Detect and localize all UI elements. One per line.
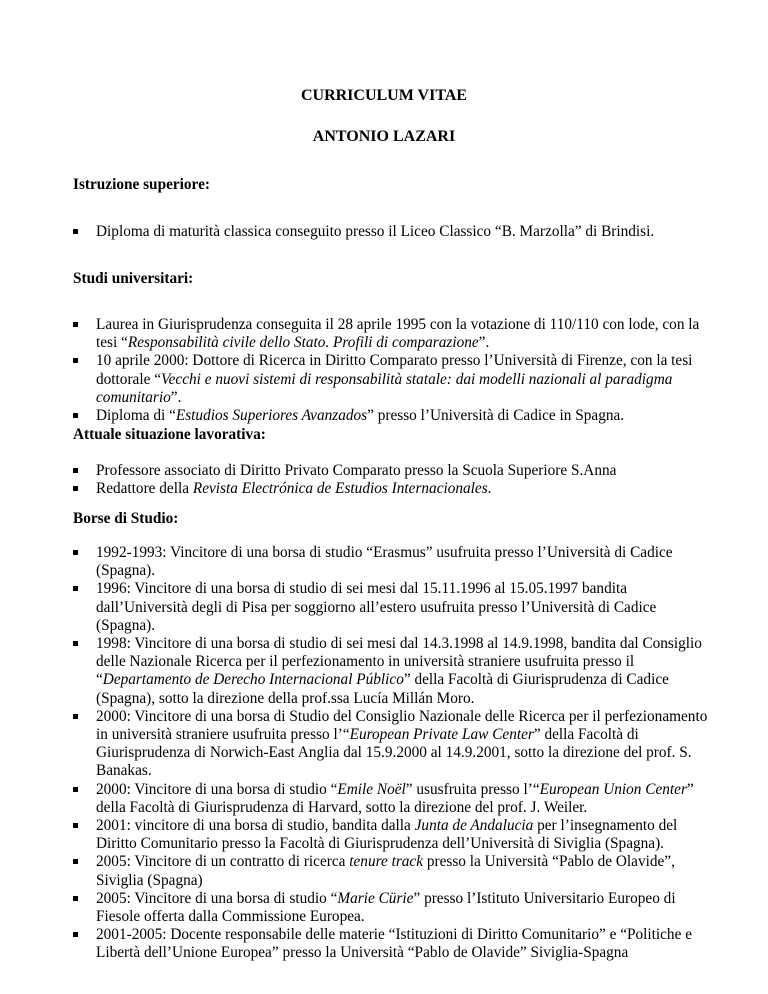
- bullet-icon: [73, 787, 78, 792]
- list-item: [73, 462, 713, 480]
- list-item: [73, 352, 713, 407]
- list-item-text: 2005: Vincitore di un contratto di ricerca: [96, 853, 350, 871]
- list-item-emphasis: Junta de Andalucia: [414, 817, 534, 835]
- list-item-text: 1992-1993: Vincitore di una borsa di studio “Erasmus” usufruita presso l’Università di Cadice (Spagna).: [96, 544, 673, 580]
- list-item: [73, 544, 713, 580]
- list-item-text: per l’insegnamento del Diritto Comunitario presso la Facoltà di Giurisprudenza dell’Università di Siviglia (Spagna).: [96, 817, 678, 853]
- list-item-text: 10 aprile 2000: Dottore di Ricerca in Diritto Comparato presso l’Università di Firenze, con la tesi dottorale “: [96, 352, 693, 388]
- list-item-emphasis: Departamento de Derecho Internacional Público: [102, 671, 404, 689]
- bullet-icon: [73, 229, 78, 234]
- bullet-icon: [73, 468, 78, 473]
- list-item: [73, 635, 713, 708]
- bullet-icon: [73, 358, 78, 363]
- list-item-text: .: [487, 480, 492, 498]
- list-item: [73, 580, 713, 635]
- list-item-text: Diploma di maturità classica conseguito presso il Liceo Classico “B. Marzolla” di Brindisi.: [96, 223, 655, 240]
- bullet-icon: [73, 486, 78, 491]
- list-item-emphasis: Responsabilità civile dello Stato. Profili di comparazione: [127, 334, 479, 352]
- list-item-text: 2001-2005: Docente responsabile delle materie “Istituzioni di Diritto Comunitario” e “Politiche e Libertà dell’Unione Europea” presso la Università “Pablo de Olavide” Siviglia-Spagna: [96, 926, 692, 962]
- list-item-text: ” presso l’Università di Cadice in Spagna.: [367, 407, 625, 425]
- section-heading-lavoro: Attuale situazione lavorativa:: [73, 426, 266, 443]
- bullet-icon: [73, 641, 78, 646]
- list-item: [73, 407, 713, 425]
- list-item-emphasis: Marie Cürie: [337, 889, 414, 907]
- list-item-emphasis: tenure track: [349, 853, 424, 871]
- list-item-text: ” della Facoltà di Giurisprudenza di Cadice (Spagna), sotto la direzione della prof.ssa Lucía Millán Moro.: [96, 671, 669, 707]
- list-item: [73, 708, 713, 781]
- list-item-text: 2005: Vincitore di una borsa di studio “: [96, 889, 338, 907]
- bullet-icon: [73, 859, 78, 864]
- list-item: [73, 926, 713, 962]
- bullet-icon: [73, 322, 78, 327]
- list-item: [73, 480, 713, 498]
- list-item: [73, 781, 713, 817]
- list-item-text: Redattore della: [96, 480, 193, 498]
- list-item-emphasis: European Private Law Center: [349, 726, 534, 744]
- section-heading-borse: Borse di Studio:: [73, 510, 179, 527]
- document-title: CURRICULUM VITAE: [300, 87, 468, 104]
- list-item-text: Laurea in Giurisprudenza conseguita il 28 aprile 1995 con la votazione di 110/110 con lode, con la tesi “: [96, 316, 700, 352]
- list-item-text: Professore associato di Diritto Privato Comparato presso la Scuola Superiore S.Anna: [96, 462, 617, 479]
- list-item-text: ” della Facoltà di Giurisprudenza di Norwich-East Anglia dal 15.9.2000 al 14.9.2001, sotto la direzione del prof. S. Banakas.: [96, 726, 692, 780]
- bullet-icon: [73, 413, 78, 418]
- list-item-emphasis: Vecchi e nuovi sistemi di responsabilità statale: dai modelli nazionali al paradigma comunitario: [96, 370, 673, 406]
- list-item-emphasis: Emile Noël: [337, 780, 406, 798]
- list-item: [73, 316, 713, 352]
- bullet-icon: [73, 823, 78, 828]
- list-item: [73, 223, 713, 241]
- list-item-text: 1998: Vincitore di una borsa di studio di sei mesi dal 14.3.1998 al 14.9.1998, bandita dal Consiglio delle Nazionale Ricerca per il perfezionamento in università straniere usufruita presso il “: [96, 635, 702, 689]
- bullet-icon: [73, 586, 78, 591]
- list-item-text: ”.: [170, 388, 182, 406]
- list-item-text: 2000: Vincitore di una borsa di studio “: [96, 780, 338, 798]
- section-heading-studi: Studi universitari:: [73, 270, 194, 287]
- list-item-text: ” ususfruita presso l’“: [405, 780, 540, 798]
- list-item-text: ” della Facoltà di Giurisprudenza di Harvard, sotto la direzione del prof. J. Weiler.: [96, 780, 694, 816]
- bullet-icon: [73, 932, 78, 937]
- list-item: [73, 817, 713, 853]
- bullet-icon: [73, 550, 78, 555]
- bullet-icon: [73, 896, 78, 901]
- bullet-icon: [73, 714, 78, 719]
- list-item-text: ”.: [478, 334, 490, 352]
- person-name: ANTONIO LAZARI: [312, 128, 456, 145]
- list-lavoro: [73, 462, 713, 498]
- list-istruzione: [73, 223, 713, 241]
- list-item-text: 1996: Vincitore di una borsa di studio di sei mesi dal 15.11.1996 al 15.05.1997 bandita dall’Università degli di Pisa per soggiorno all’estero usufruita presso l’Università di Cadice (Spagna).: [96, 580, 657, 634]
- list-item: [73, 890, 713, 926]
- list-studi: [73, 316, 713, 425]
- list-item: [73, 853, 713, 889]
- list-item-emphasis: Revista Electrónica de Estudios Internacionales: [192, 480, 488, 498]
- section-heading-istruzione: Istruzione superiore:: [73, 176, 210, 193]
- list-item-text: 2000: Vincitore di una borsa di Studio del Consiglio Nazionale delle Ricerca per il perfezionamento in università straniere usufruita presso l’“: [96, 707, 708, 744]
- list-item-emphasis: European Union Center: [539, 780, 687, 798]
- list-item-text: Diploma di “: [96, 407, 176, 425]
- list-borse: [73, 544, 713, 963]
- list-item-emphasis: Estudios Superiores Avanzados: [175, 407, 368, 425]
- list-item-text: ” presso l’Istituto Universitario Europeo di Fiesole offerta dalla Commissione Europea.: [96, 889, 676, 926]
- list-item-text: presso la Università “Pablo de Olavide”, Siviglia (Spagna): [96, 853, 675, 889]
- list-item-text: 2001: vincitore di una borsa di studio, bandita dalla: [96, 817, 415, 835]
